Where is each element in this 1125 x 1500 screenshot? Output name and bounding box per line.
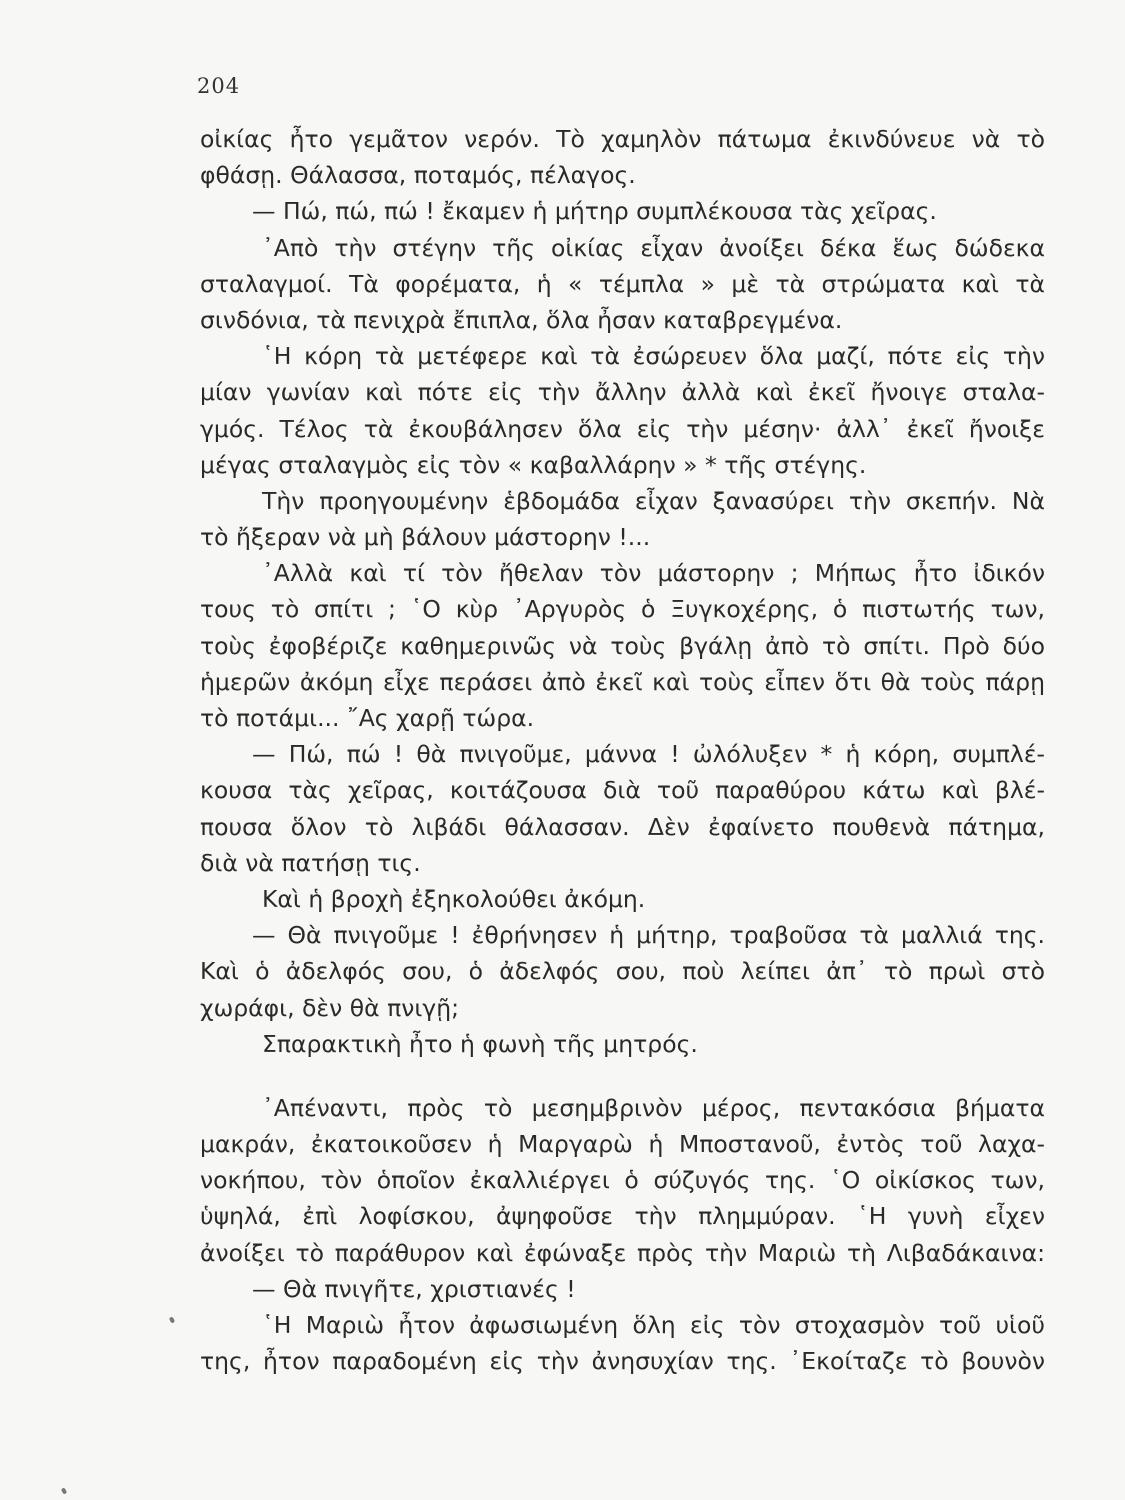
text-line: τους τὸ σπίτι ; ῾Ο κὺρ ᾿Αργυρὸς ὁ Ξυγκοχέρης, ὁ πιστωτής των, [200, 595, 1045, 624]
text-line: Καὶ ἡ βροχὴ ἐξηκολούθει ἀκόμη. [262, 884, 646, 913]
text-line: της, ἦτον παραδομένη εἰς τὴν ἀνησυχίαν της. ᾿Εκοίταζε τὸ βουνὸν [200, 1347, 1045, 1376]
text-line: ᾿Απὸ τὴν στέγην τῆς οἰκίας εἶχαν ἀνοίξει δέκα ἕως δώδεκα [262, 233, 1045, 262]
text-line: Τὴν προηγουμένην ἑβδομάδα εἶχαν ξανασύρει τὴν σκεπήν. Νὰ [262, 486, 1045, 515]
text-line: μέγας σταλαγμὸς εἰς τὸν « καβαλλάρην » * τῆς στέγης. [200, 450, 867, 479]
text-line: φθάσῃ. Θάλασσα, ποταμός, πέλαγος. [200, 161, 636, 190]
section-break [200, 1062, 1045, 1090]
text-line: τὸ ποτάμι... ῎Ας χαρῇ τώρα. [200, 704, 535, 732]
text-line: τοὺς ἐφοβέριζε καθημερινῶς νὰ τοὺς βγάλῃ ἀπὸ τὸ σπίτι. Πρὸ δύο [200, 631, 1045, 660]
page-number: 204 [197, 74, 241, 98]
text-line: διὰ νὰ πατήσῃ τις. [200, 848, 421, 877]
text-line: μίαν γωνίαν καὶ πότε εἰς τὴν ἄλλην ἀλλὰ καὶ ἐκεῖ ἤνοιγε σταλα- [200, 378, 1045, 407]
text-line: γμός. Τέλος τὰ ἐκουβάλησεν ὅλα εἰς τὴν μέσην· ἀλλ᾿ ἐκεῖ ἤνοιξε [200, 414, 1045, 443]
text-line: — Θὰ πνιγῆτε, χριστιανές ! [252, 1274, 576, 1303]
text-line: νοκήπου, τὸν ὁποῖον ἐκαλλιέργει ὁ σύζυγός της. ῾Ο οἰκίσκος των, [200, 1166, 1045, 1195]
text-line: ἀνοίξει τὸ παράθυρον καὶ ἐφώναξε πρὸς τὴν Μαριὼ τὴ Λιβαδάκαινα: [200, 1238, 1045, 1267]
text-line: Καὶ ὁ ἀδελφός σου, ὁ ἀδελφός σου, ποὺ λείπει ἀπ᾿ τὸ πρωὶ στὸ [200, 957, 1045, 986]
text-line: ὑψηλά, ἐπὶ λοφίσκου, ἀψηφοῦσε τὴν πλημμύραν. ῾Η γυνὴ εἶχεν [200, 1202, 1045, 1231]
text-line: σινδόνια, τὰ πενιχρὰ ἔπιπλα, ὅλα ἦσαν καταβρεγμένα. [200, 305, 843, 334]
text-line: ᾿Απέναντι, πρὸς τὸ μεσημβρινὸν μέρος, πεντακόσια βήματα [262, 1093, 1045, 1122]
text-line: — Πώ, πώ ! θὰ πνιγοῦμε, μάννα ! ὠλόλυξεν * ἡ κόρη, συμπλέ- [252, 740, 1045, 769]
text-line: σταλαγμοί. Τὰ φορέματα, ἡ « τέμπλα » μὲ τὰ στρώματα καὶ τὰ [200, 269, 1045, 298]
text-line: πουσα ὅλον τὸ λιβάδι θάλασσαν. Δὲν ἐφαίνετο πουθενὰ πάτημα, [200, 812, 1045, 841]
text-line: κουσα τὰς χεῖρας, κοιτάζουσα διὰ τοῦ παραθύρου κάτω καὶ βλέ- [200, 776, 1045, 805]
paper-speck [61, 1487, 67, 1494]
text-line: ἡμερῶν ἀκόμη εἶχε περάσει ἀπὸ ἐκεῖ καὶ τοὺς εἶπεν ὅτι θὰ τοὺς πάρῃ [200, 667, 1045, 696]
text-line: — Πώ, πώ, πώ ! ἔκαμεν ἡ μήτηρ συμπλέκουσα τὰς χεῖρας. [252, 197, 937, 226]
body-text [200, 121, 1045, 1379]
text-line: τὸ ἤξεραν νὰ μὴ βάλουν μάστορην !... [200, 523, 651, 552]
text-line: Σπαρακτικὴ ἦτο ἡ φωνὴ τῆς μητρός. [262, 1029, 698, 1058]
text-line: μακράν, ἐκατοικοῦσεν ἡ Μαργαρὼ ἡ Μποστανοῦ, ἐντὸς τοῦ λαχα- [200, 1130, 1045, 1159]
paper-speck [169, 1316, 175, 1323]
text-line: ᾿Αλλὰ καὶ τί τὸν ἤθελαν τὸν μάστορην ; Μήπως ἦτο ἰδικόν [262, 559, 1045, 588]
text-line: ῾Η Μαριὼ ἦτον ἀφωσιωμένη ὅλη εἰς τὸν στοχασμὸν τοῦ υἱοῦ [262, 1311, 1045, 1339]
text-line: χωράφι, δὲν θὰ πνιγῇ; [200, 993, 460, 1022]
text-line: ῾Η κόρη τὰ μετέφερε καὶ τὰ ἐσώρευεν ὅλα μαζί, πότε εἰς τὴν [262, 342, 1045, 371]
text-line: οἰκίας ἦτο γεμᾶτον νερόν. Τὸ χαμηλὸν πάτωμα ἐκινδύνευε νὰ τὸ [200, 125, 1045, 153]
text-line: — Θὰ πνιγοῦμε ! ἐθρήνησεν ἡ μήτηρ, τραβοῦσα τὰ μαλλιά της. [252, 921, 1045, 950]
